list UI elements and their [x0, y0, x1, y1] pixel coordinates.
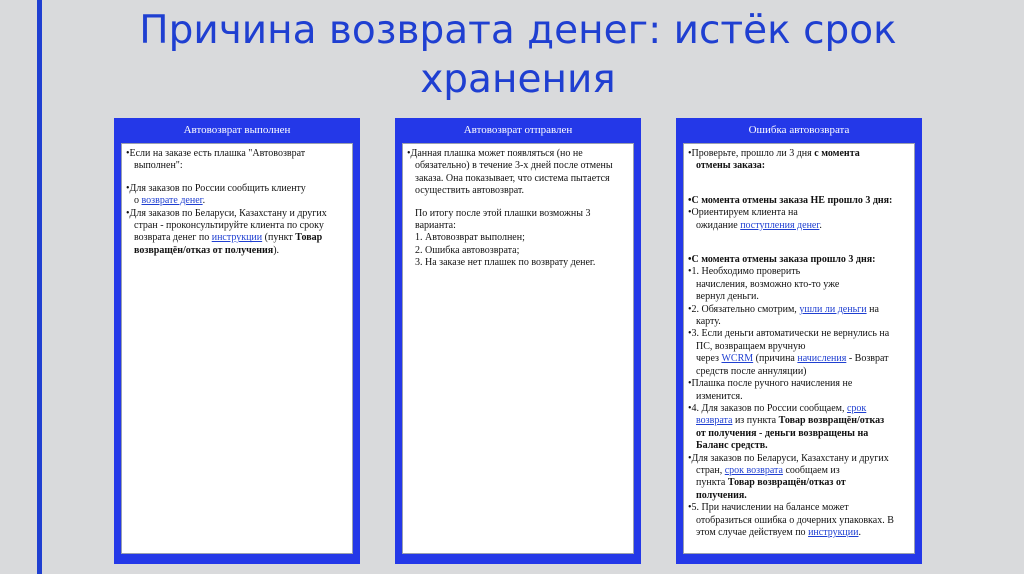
money-sent-link[interactable]: ушли ли деньги [799, 303, 867, 315]
panel-body [121, 143, 353, 554]
title-line-1: Причина возврата денег: истёк срок [139, 8, 897, 53]
bullet-text: •2. Обязательно смотрим, ушли ли деньги на [688, 303, 879, 315]
bullet-text: средств после аннуляции) [696, 365, 807, 377]
bullet-text: отобразиться ошибка о дочерних упаковках. В [696, 514, 894, 526]
bullet-text: •5. При начислении на балансе может [688, 502, 849, 514]
bullet-text: •Плашка после ручного начисления не [688, 378, 853, 390]
bullet-text: •4. Для заказов по России сообщаем, срок [688, 402, 867, 414]
return-term-link-2[interactable]: срок возврата [724, 464, 783, 476]
instruction-link[interactable]: инструкции [211, 232, 263, 244]
panel-body [683, 143, 915, 554]
bullet-text: отмены заказа: [696, 160, 766, 172]
bullet-text: этом случае действуем по инструкции. [696, 526, 861, 538]
wcrm-link[interactable]: WCRM [721, 353, 754, 365]
panel-header: Автовозврат выполнен [183, 124, 291, 136]
bullet-text: •Проверьте, прошло ли 3 дня с момента [688, 148, 860, 159]
bullet-text: стран, срок возврата сообщаем из [696, 464, 840, 476]
bullet-text: о возврате денег. [134, 195, 206, 207]
bullet-text: •Для заказов по России сообщить клиенту [126, 182, 306, 194]
bullet-text: осуществить автовозврат. [415, 185, 525, 197]
bullet-text: •С момента отмены заказа прошло 3 дня: [688, 254, 876, 266]
left-accent-bar [37, 0, 42, 574]
money-arrival-link[interactable]: поступления денег [740, 219, 820, 231]
return-term-link[interactable]: возврата [696, 415, 733, 427]
body-text: 3. На заказе нет плашек по возврату денег. [415, 257, 596, 269]
bullet-text: изменится. [696, 390, 743, 402]
page-title [60, 6, 976, 104]
bullet-text: обязательно) в течение 3-х дней после отмены [415, 160, 613, 172]
bullet-text: получения. [696, 489, 747, 501]
bullet-text: ПС, возвращаем вручную [696, 340, 806, 352]
bullet-text: заказа. Она показывает, что система пытается [415, 172, 610, 184]
bullet-text: от получения - деньги возвращены на [696, 427, 869, 439]
panel-header: Ошибка автовозврата [748, 124, 850, 136]
panel-body [402, 143, 634, 554]
panel-autoreturn-error [676, 118, 922, 564]
body-text: По итогу после этой плашки возможны 3 [415, 207, 591, 219]
bullet-text: •1. Необходимо проверить [688, 266, 801, 278]
panel-header: Автовозврат отправлен [463, 124, 573, 136]
panel-autoreturn-done [114, 118, 360, 564]
bullet-text: •Данная плашка может появляться (но не [407, 148, 583, 159]
bullet-text: •С момента отмены заказа НЕ прошло 3 дня: [688, 194, 893, 206]
body-text: 2. Ошибка автовозврата; [415, 244, 520, 256]
bullet-text: стран - проконсультируйте клиента по сроку [134, 220, 324, 232]
title-line-2: хранения [420, 57, 616, 102]
bullet-text: •Для заказов по Беларуси, Казахстану и других [688, 452, 889, 464]
bullet-text: вернул деньги. [696, 291, 759, 303]
bullet-text: •Для заказов по Беларуси, Казахстану и других [126, 207, 327, 219]
bullet-text: •Ориентируем клиента на [688, 207, 798, 219]
body-text: 1. Автовозврат выполнен; [415, 232, 525, 244]
bullet-text: карту. [696, 316, 721, 328]
bullet-text: Баланс средств. [696, 440, 768, 452]
bullet-text: выполнен": [134, 160, 183, 172]
bullet-text: возвращён/отказ от получения). [134, 244, 280, 256]
return-term-link[interactable]: срок [846, 402, 867, 414]
bullet-text: пункта Товар возвращён/отказ от [696, 477, 846, 489]
bullet-text: •Если на заказе есть плашка "Автовозврат [126, 148, 306, 159]
panel-autoreturn-sent [395, 118, 641, 564]
instruction-link-2[interactable]: инструкции [808, 526, 859, 538]
bullet-text: ожидание поступления денег. [696, 219, 822, 231]
bullet-text: начисления, возможно кто-то уже [696, 278, 840, 290]
bullet-text: через WCRM (причина начисления - Возврат [696, 353, 889, 365]
refund-link[interactable]: возврате денег [141, 195, 203, 207]
body-text: варианта: [415, 220, 456, 232]
bullet-text: возврата из пункта Товар возвращён/отказ [696, 415, 885, 427]
bullet-text: •3. Если деньги автоматически не вернулись на [688, 328, 890, 340]
bullet-text: возврата денег по инструкции (пункт Товар [134, 232, 323, 244]
accruals-link[interactable]: начисления [797, 353, 847, 365]
